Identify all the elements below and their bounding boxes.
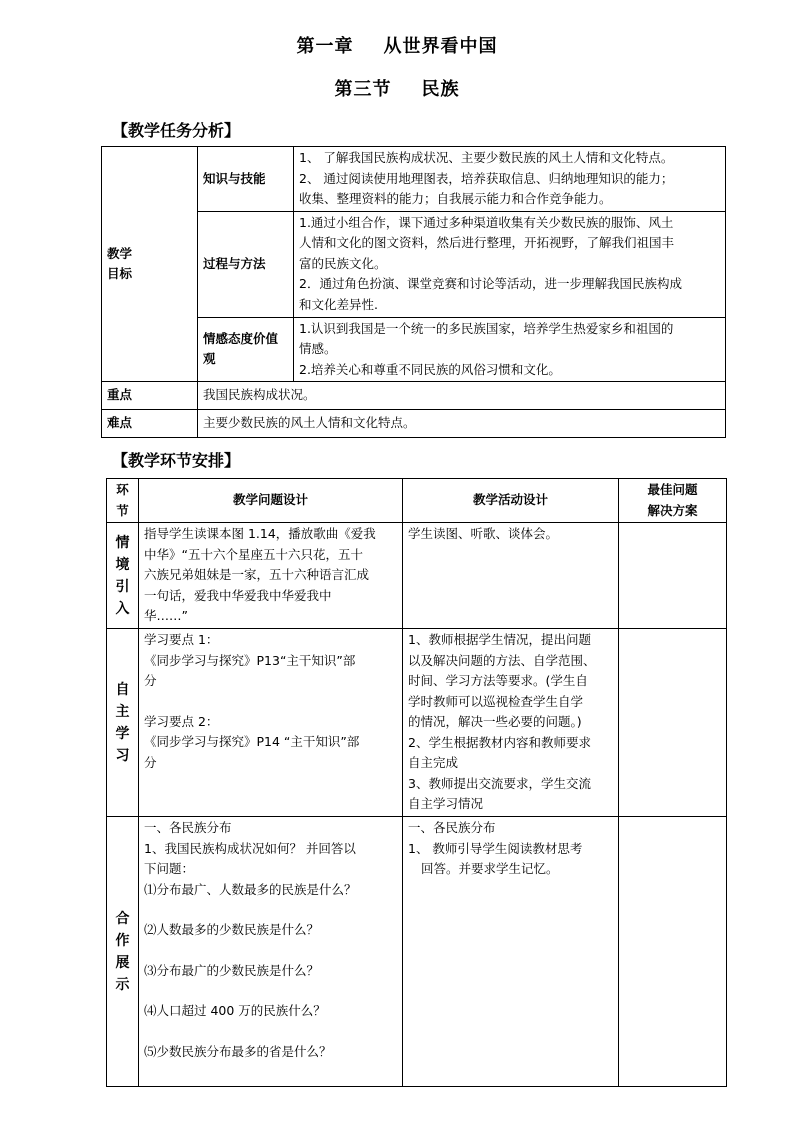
emotion-label: 情感态度价值观 bbox=[198, 317, 294, 382]
arrangement-table bbox=[106, 478, 727, 1087]
analysis-table bbox=[101, 146, 726, 438]
difficulty-content: 主要少数民族的风土人情和文化特点。 bbox=[198, 410, 726, 438]
step-cooperate-label: 合 作 展 示 bbox=[107, 817, 139, 1087]
chapter-number: 第一章 bbox=[296, 36, 354, 57]
step-cooperate-design: 一、各民族分布 1、我国民族构成状况如何？ 并回答以 下问题： ⑴分布最广、人数最多的民族是什么？ ⑵人数最多的少数民族是什么？ ⑶分布最广的少数民族是什么？ ⑷人口超过 400 万的民族什么？ ⑸少数民族分布最多的省是什么？ bbox=[139, 817, 403, 1087]
section-number: 第三节 bbox=[334, 79, 392, 100]
chapter-title bbox=[0, 32, 794, 58]
process-label: 过程与方法 bbox=[198, 211, 294, 317]
chapter-name: 从世界看中国 bbox=[383, 36, 498, 57]
header-activity: 教学活动设计 bbox=[403, 479, 619, 523]
key-content: 我国民族构成状况。 bbox=[198, 382, 726, 410]
header-design: 教学问题设计 bbox=[139, 479, 403, 523]
process-content: 1.通过小组合作，课下通过多种渠道收集有关少数民族的服饰、风土 人情和文化的图文资料，然后进行整理，开拓视野，了解我们祖国丰 富的民族文化。 2．通过角色扮演、课堂竞赛和讨论等活动，进一步理解我国民族构成 和文化差异性. bbox=[294, 211, 726, 317]
emotion-content: 1.认识到我国是一个统一的多民族国家，培养学生热爱家乡和祖国的 情感。 2.培养关心和尊重不同民族的风俗习惯和文化。 bbox=[294, 317, 726, 382]
step-selfstudy-activity: 1、教师根据学生情况，提出问题 以及解决问题的方法、自学范围、 时间、学习方法等要求。(学生自 学时教师可以巡视检查学生自学 的情况，解决一些必要的问题。) 2、学生根据教材内容和教师要求 自主完成 3、教师提出交流要求，学生交流 自主学习情况 bbox=[403, 629, 619, 817]
step-situation-activity: 学生读图、听歌、谈体会。 bbox=[403, 523, 619, 629]
step-selfstudy-design: 学习要点 1： 《同步学习与探究》P13“主干知识”部 分 学习要点 2： 《同步学习与探究》P14 “主干知识”部 分 bbox=[139, 629, 403, 817]
step-situation-best bbox=[619, 523, 727, 629]
arrangement-heading: 【教学环节安排】 bbox=[112, 451, 241, 470]
step-selfstudy-best bbox=[619, 629, 727, 817]
question-3: ⑶分布最广的少数民族是什么？ bbox=[144, 962, 320, 978]
section-title bbox=[0, 75, 794, 101]
question-4: ⑷人口超过 400 万的民族什么？ bbox=[144, 1003, 326, 1018]
question-2: ⑵人数最多的少数民族是什么？ bbox=[144, 922, 320, 937]
header-step: 环 节 bbox=[107, 479, 139, 523]
question-5: ⑸少数民族分布最多的省是什么？ bbox=[144, 1043, 332, 1059]
step-cooperate-best bbox=[619, 817, 727, 1087]
analysis-heading: 【教学任务分析】 bbox=[112, 121, 241, 140]
knowledge-content: 1、 了解我国民族构成状况、主要少数民族的风土人情和文化特点。 2、 通过阅读使用地理图表，培养获取信息、归纳地理知识的能力； 收集、整理资料的能力；自我展示能力和合作竞争能力。 bbox=[294, 147, 726, 212]
header-best: 最佳问题 解决方案 bbox=[619, 479, 727, 523]
step-situation-label: 情 境 引 入 bbox=[107, 523, 139, 629]
question-1: ⑴分布最广、人数最多的民族是什么？ bbox=[144, 881, 357, 897]
section-name: 民族 bbox=[421, 79, 460, 100]
key-label: 重点 bbox=[102, 382, 198, 410]
knowledge-label: 知识与技能 bbox=[198, 147, 294, 212]
step-situation-design: 指导学生读课本图 1.14，播放歌曲《爱我 中华》“五十六个星座五十六只花，五十 六族兄弟姐妹是一家，五十六种语言汇成 一句话，爱我中华爱我中华爱我中 华……” bbox=[139, 523, 403, 629]
difficulty-label: 难点 bbox=[102, 410, 198, 438]
step-selfstudy-label: 自 主 学 习 bbox=[107, 629, 139, 817]
step-cooperate-activity: 一、各民族分布 1、 教师引导学生阅读教材思考 回答。并要求学生记忆。 bbox=[403, 817, 619, 1087]
goal-label: 教学 目标 bbox=[102, 147, 198, 382]
